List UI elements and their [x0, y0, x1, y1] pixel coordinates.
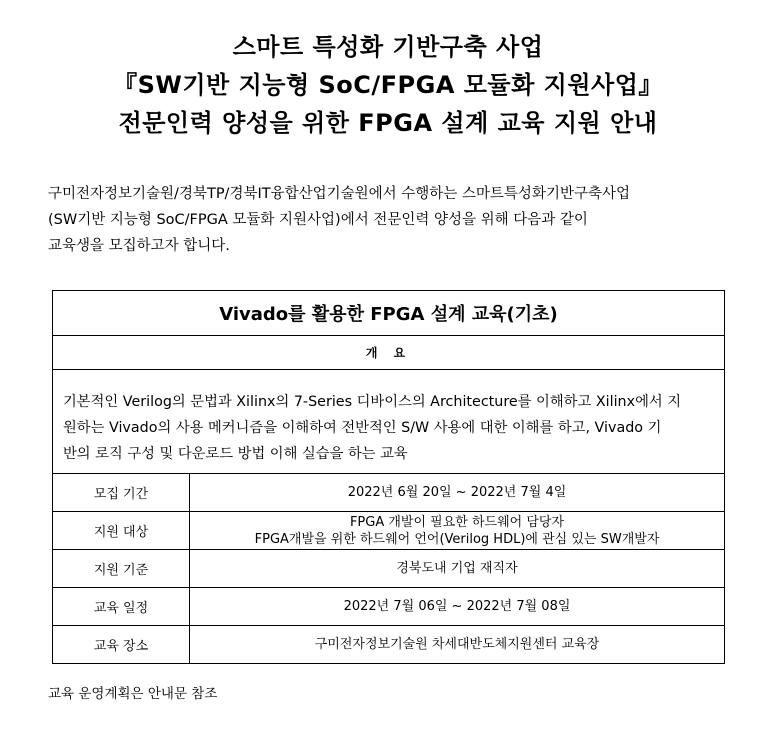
row-value-line: FPGA개발을 위한 하드웨어 언어(Verilog HDL)에 관심 있는 SW개발자	[254, 531, 660, 547]
table-row-eligibility	[53, 550, 724, 588]
intro-paragraph	[48, 181, 738, 259]
footer-note: 교육 운영계획은 안내문 참조	[48, 686, 218, 702]
table-row-target-audience	[53, 512, 724, 550]
row-value-line: 경북도내 기업 재직자	[396, 561, 518, 576]
document-title	[0, 28, 776, 142]
overview-description	[53, 370, 724, 474]
row-value	[190, 474, 724, 511]
row-value	[190, 550, 724, 587]
overview-line-2: 원하는 Vivado의 사용 메커니즘을 이해하여 전반적인 S/W 사용에 대한 이해를 하고, Vivado 기	[63, 420, 662, 436]
row-label: 교육 장소	[53, 626, 190, 663]
row-value	[190, 626, 724, 663]
row-label: 교육 일정	[53, 588, 190, 625]
intro-line-2: (SW기반 지능형 SoC/FPGA 모듈화 지원사업)에서 전문인력 양성을 위해 다음과 같이	[48, 212, 588, 228]
row-value-line: 2022년 6월 20일 ~ 2022년 7월 4일	[347, 485, 567, 500]
row-label: 지원 기준	[53, 550, 190, 587]
row-value	[190, 588, 724, 625]
row-value-line: 구미전자정보기술원 차세대반도체지원센터 교육장	[314, 637, 600, 652]
table-row-schedule	[53, 588, 724, 626]
course-info-table	[52, 290, 725, 664]
title-line-3: 전문인력 양성을 위한 FPGA 설계 교육 지원 안내	[118, 109, 658, 137]
title-line-1: 스마트 특성화 기반구축 사업	[232, 33, 544, 61]
overview-line-3: 반의 로직 구성 및 다운로드 방법 이해 실습을 하는 교육	[63, 446, 408, 462]
table-row-location	[53, 626, 724, 663]
row-label: 지원 대상	[53, 512, 190, 549]
course-title: Vivado를 활용한 FPGA 설계 교육(기초)	[53, 291, 724, 336]
row-value-line: 2022년 7월 06일 ~ 2022년 7월 08일	[343, 599, 571, 614]
row-label: 모집 기간	[53, 474, 190, 511]
overview-heading: 개 요	[53, 336, 724, 370]
row-value-line: FPGA 개발이 필요한 하드웨어 담당자	[349, 514, 565, 530]
intro-line-1: 구미전자정보기술원/경북TP/경북IT융합산업기술원에서 수행하는 스마트특성화기반구축사업	[48, 186, 630, 202]
table-row-recruitment-period	[53, 474, 724, 512]
overview-line-1: 기본적인 Verilog의 문법과 Xilinx의 7-Series 디바이스의 Architecture를 이해하고 Xilinx에서 지	[63, 394, 682, 410]
title-line-2: 『SW기반 지능형 SoC/FPGA 모듈화 지원사업』	[113, 71, 663, 99]
row-value	[190, 512, 724, 549]
intro-line-3: 교육생을 모집하고자 합니다.	[48, 238, 230, 254]
